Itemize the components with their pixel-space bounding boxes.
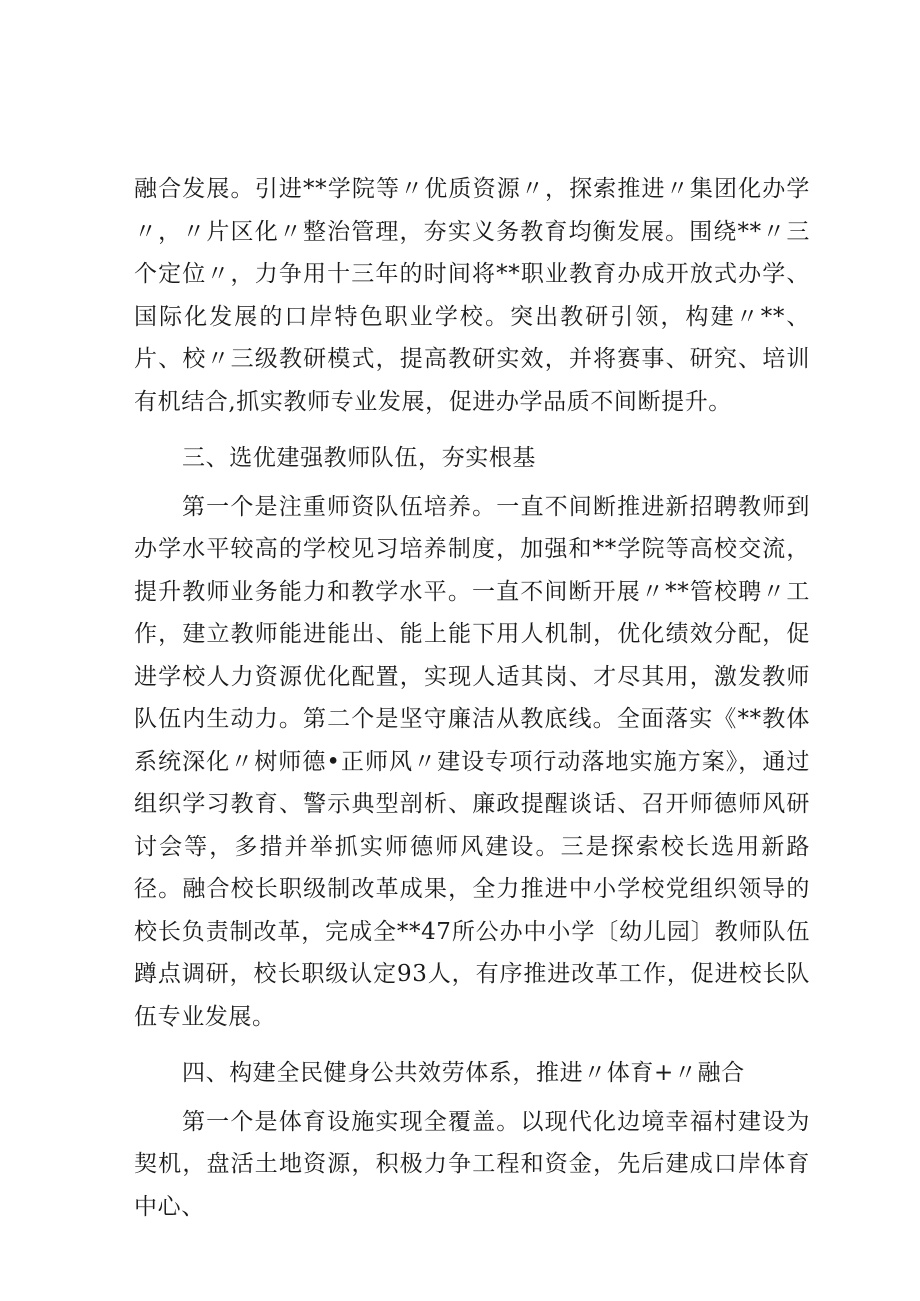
paragraph-gap xyxy=(134,423,810,431)
paragraph-continuation: 融合发展。引进**学院等〃优质资源〃，探索推进〃集团化办学〃，〃片区化〃整治管理，夯实义务教育均衡发展。围绕**〃三个定位〃，力争用十三年的时间将**职业教育办成开放式办学、国际化发展的口岸特色职业学校。突出教研引领，构建〃**、片、校〃三级教研模式，提高教研实效，并将赛事、研究、培训有机结合,抓实教师专业发展，促进办学品质不间断提升。 xyxy=(134,176,810,415)
paragraph-teacher-team: 第一个是注重师资队伍培养。一直不间断推进新招聘教师到办学水平较高的学校见习培养制度，加强和**学院等高校交流，提升教师业务能力和教学水平。一直不间断开展〃**管校聘〃工作，建立教师能进能出、能上能下用人机制，优化绩效分配，促进学校人力资源优化配置，实现人适其岗、才尽其用，激发教师队伍内生动力。第二个是坚守廉洁从教底线。全面落实《**教体系统深化〃树师德•正师风〃建设专项行动落地实施方案》，通过组织学习教育、警示典型剖析、廉政提醒谈话、召开师德师风研讨会等，多措并举抓实师德师风建设。三是探索校长选用新路径。融合校长职级制改革成果，全力推进中小学校党组织领导的校长负责制改革，完成全**47所公办中小学〔幼儿园〕教师队伍蹲点调研，校长职级认定93人，有序推进改革工作，促进校长队伍专业发展。 xyxy=(134,493,810,1030)
paragraph-gap xyxy=(134,1038,810,1046)
paragraph-sports-facilities: 第一个是体育设施实现全覆盖。以现代化边境幸福村建设为契机，盘活土地资源，积极力争工程和资金，先后建成口岸体育中心、 xyxy=(134,1108,810,1220)
document-body xyxy=(134,168,810,1228)
section-heading-3: 三、选优建强教师队伍，夯实根基 xyxy=(182,445,536,471)
section-heading-4: 四、构建全民健身公共效劳体系，推进〃体育+〃融合 xyxy=(182,1060,745,1086)
